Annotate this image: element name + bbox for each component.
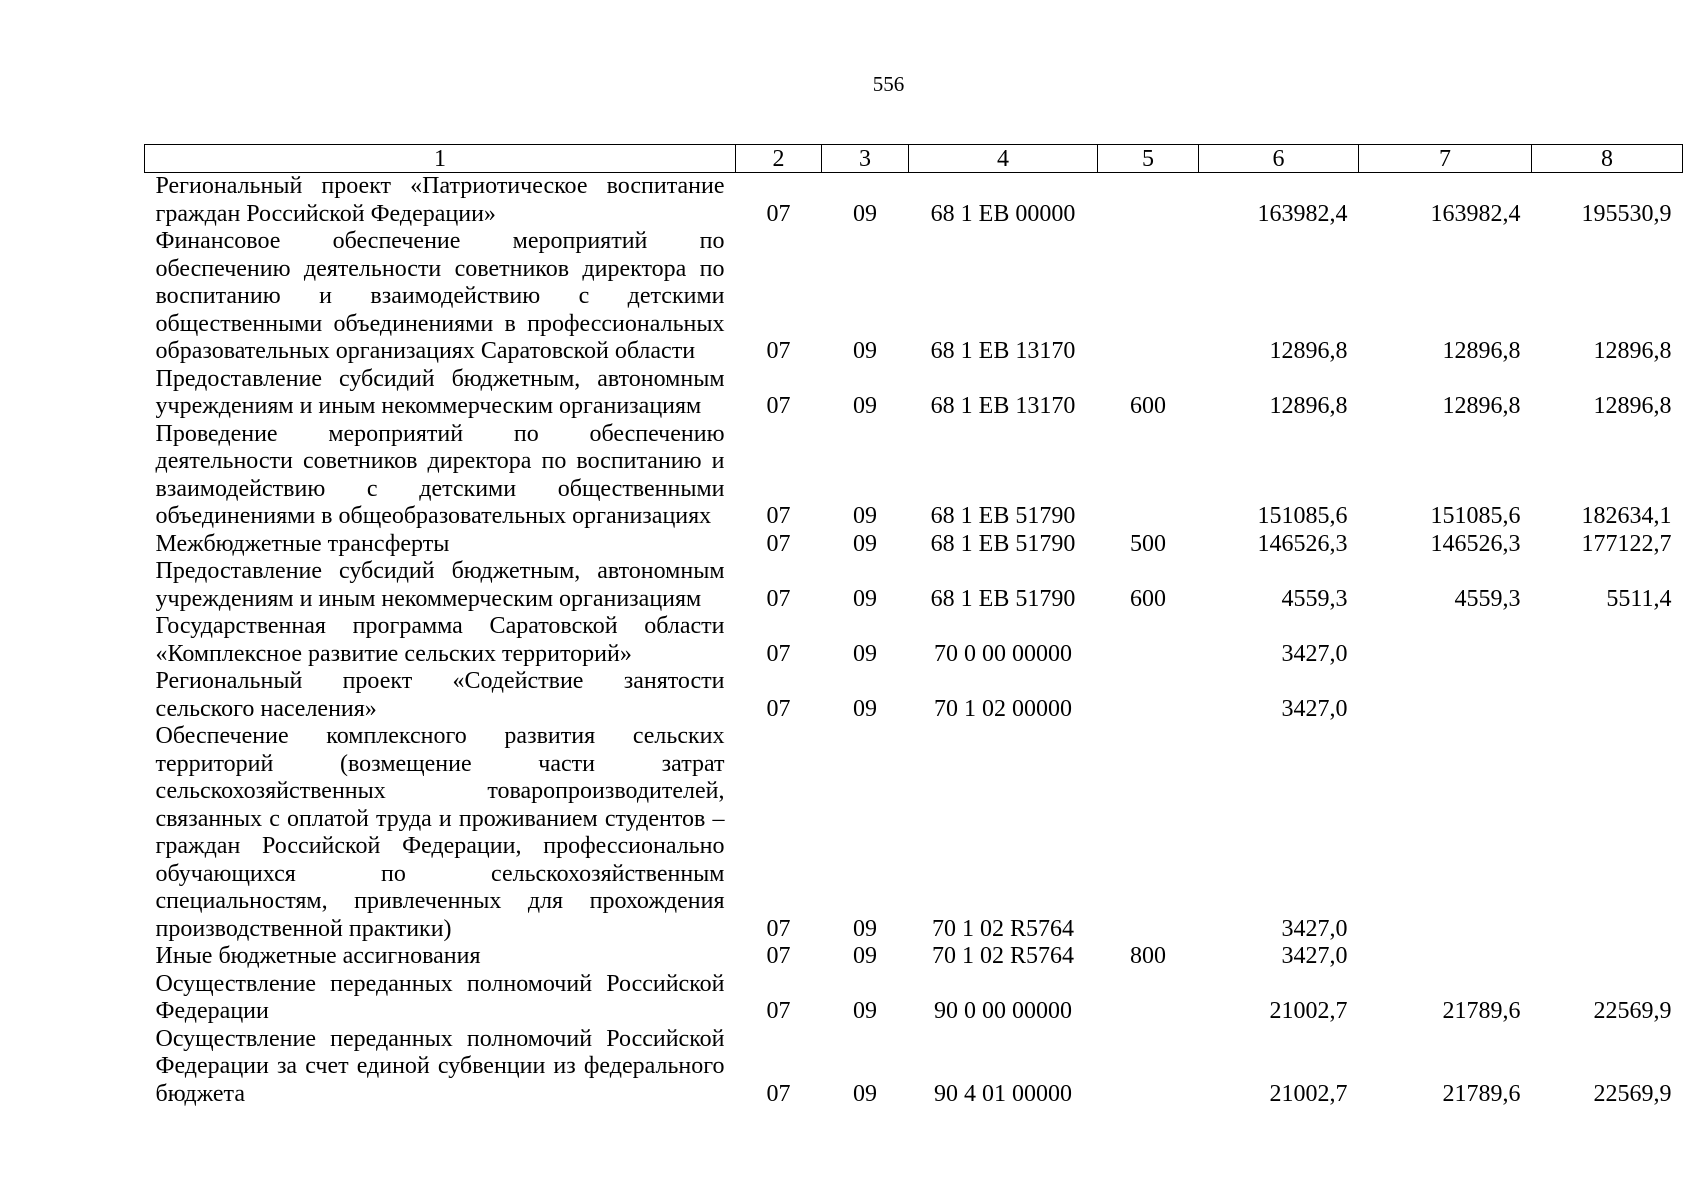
section-code: 07 [766,998,791,1024]
amount-year-3: 12896,8 [1593,393,1672,419]
item-name: Межбюджетные трансферты [155,530,450,557]
item-name: Государственная программа Саратовской области «Комплексное развитие сельских территорий» [155,613,725,667]
table-row [145,558,1683,613]
amount-year-2: 146526,3 [1430,530,1521,557]
amount-year-2 [1359,943,1532,971]
header-row [145,145,1683,173]
target-article-code: 70 1 02 R5764 [931,943,1074,969]
table-row [145,613,1683,668]
table-row [145,366,1683,421]
subsection-code: 09 [853,640,877,667]
header-col-5: 5 [1098,145,1199,173]
amount-year-3: 5511,4 [1606,585,1672,612]
section-code: 07 [766,338,791,364]
header-col-2: 2 [736,145,822,173]
expense-type-code [1098,668,1199,723]
target-article-code: 70 1 02 R5764 [931,915,1074,942]
header-col-8: 8 [1532,145,1683,173]
target-article-code: 68 1 EB 51790 [930,530,1076,557]
item-name: Региональный проект «Содействие занятости сельского населения» [155,668,725,722]
amount-year-2: 12896,8 [1442,338,1521,364]
amount-year-2: 21789,6 [1442,1080,1521,1107]
amount-year-1: 21002,7 [1269,1080,1348,1107]
expense-type-code [1098,723,1199,943]
table-row [145,173,1683,229]
item-name: Обеспечение комплексного развития сельских территорий (возмещение части затрат сельскохозяйственных товаропроизводителей, связанных с оплатой труда и проживанием студентов – граждан Российской Федерации, профессионально обучающихся по сельскохозяйственным специальностям, привлеченных для прохождения производственной практики) [155,723,725,942]
section-code: 07 [766,915,791,942]
amount-year-1: 12896,8 [1269,338,1348,364]
table-row [145,971,1683,1026]
section-code: 07 [766,530,791,557]
page-number: 556 [872,72,905,96]
target-article-code: 90 4 01 00000 [934,1080,1072,1107]
amount-year-3 [1532,668,1683,723]
item-name: Региональный проект «Патриотическое воспитание граждан Российской Федерации» [155,173,725,227]
section-code: 07 [766,943,791,969]
subsection-code: 09 [853,393,877,419]
section-code: 07 [766,393,791,419]
amount-year-1: 163982,4 [1257,200,1348,227]
header-col-3: 3 [822,145,909,173]
amount-year-1: 4559,3 [1281,585,1348,612]
section-code: 07 [766,585,791,612]
section-code: 07 [766,200,791,227]
subsection-code: 09 [853,200,877,227]
table-row [145,943,1683,971]
amount-year-1: 3427,0 [1281,640,1348,667]
section-code: 07 [766,503,791,529]
item-name: Предоставление субсидий бюджетным, автономным учреждениям и иным некоммерческим организациям [155,558,725,612]
amount-year-3 [1532,943,1683,971]
target-article-code: 68 1 EB 00000 [930,200,1076,227]
expense-type-code [1098,1026,1199,1109]
item-name: Осуществление переданных полномочий Российской Федерации за счет единой субвенции из федерального бюджета [155,1025,725,1107]
subsection-code: 09 [853,503,877,529]
table-row [145,228,1683,366]
table-row [145,1026,1683,1109]
header-col-1: 1 [145,145,736,173]
header-col-6: 6 [1199,145,1359,173]
amount-year-1: 3427,0 [1281,695,1348,722]
subsection-code: 09 [853,530,877,557]
amount-year-1: 151085,6 [1257,503,1348,529]
amount-year-3: 22569,9 [1593,1080,1672,1107]
amount-year-2 [1359,613,1532,668]
expense-type-code [1098,173,1199,229]
expense-type-code: 600 [1130,393,1166,419]
target-article-code: 68 1 EB 13170 [930,338,1076,364]
expense-type-code: 600 [1130,585,1166,612]
expense-type-code [1098,971,1199,1026]
amount-year-2: 21789,6 [1442,998,1521,1024]
header-col-4: 4 [909,145,1098,173]
subsection-code: 09 [853,943,877,969]
amount-year-1: 3427,0 [1281,915,1348,942]
amount-year-2 [1359,723,1532,943]
table-row [145,531,1683,559]
amount-year-3: 195530,9 [1581,200,1672,227]
amount-year-2: 151085,6 [1430,503,1521,529]
target-article-code: 68 1 EB 51790 [930,503,1076,529]
target-article-code: 68 1 EB 51790 [930,585,1076,612]
item-name: Финансовое обеспечение мероприятий по обеспечению деятельности советников директора по воспитанию и взаимодействию с детскими общественными объединениями в профессиональных образовательных организациях Саратовской области [155,228,725,364]
subsection-code: 09 [853,695,877,722]
subsection-code: 09 [853,998,877,1024]
amount-year-1: 21002,7 [1269,998,1348,1024]
expense-type-code [1098,613,1199,668]
amount-year-2 [1359,668,1532,723]
amount-year-3: 22569,9 [1593,998,1672,1024]
target-article-code: 68 1 EB 13170 [930,393,1076,419]
target-article-code: 70 0 00 00000 [934,640,1072,667]
table-row [145,421,1683,531]
subsection-code: 09 [853,1080,877,1107]
section-code: 07 [766,640,791,667]
amount-year-2: 12896,8 [1442,393,1521,419]
section-code: 07 [766,1080,791,1107]
amount-year-1: 146526,3 [1257,530,1348,557]
item-name: Иные бюджетные ассигнования [155,943,481,969]
budget-table [144,144,1683,1108]
amount-year-3: 182634,1 [1581,503,1672,529]
table-header [145,145,1683,173]
amount-year-2: 4559,3 [1454,585,1521,612]
subsection-code: 09 [853,915,877,942]
expense-type-code: 800 [1130,943,1166,969]
target-article-code: 70 1 02 00000 [934,695,1072,722]
amount-year-1: 12896,8 [1269,393,1348,419]
header-col-7: 7 [1359,145,1532,173]
item-name: Предоставление субсидий бюджетным, автономным учреждениям и иным некоммерческим организациям [155,365,725,419]
table-row [145,668,1683,723]
section-code: 07 [766,695,791,722]
amount-year-3: 177122,7 [1581,530,1672,557]
expense-type-code [1098,228,1199,366]
amount-year-3 [1532,723,1683,943]
amount-year-3 [1532,613,1683,668]
expense-type-code [1098,421,1199,531]
expense-type-code: 500 [1130,530,1166,557]
table-row [145,723,1683,943]
subsection-code: 09 [853,338,877,364]
amount-year-1: 3427,0 [1281,943,1348,969]
amount-year-2: 163982,4 [1430,200,1521,227]
amount-year-3: 12896,8 [1593,338,1672,364]
item-name: Осуществление переданных полномочий Российской Федерации [155,970,725,1024]
subsection-code: 09 [853,585,877,612]
target-article-code: 90 0 00 00000 [934,998,1072,1024]
table-body [145,173,1683,1109]
item-name: Проведение мероприятий по обеспечению деятельности советников директора по воспитанию и взаимодействию с детскими общественными объединениями в общеобразовательных организациях [155,420,725,529]
